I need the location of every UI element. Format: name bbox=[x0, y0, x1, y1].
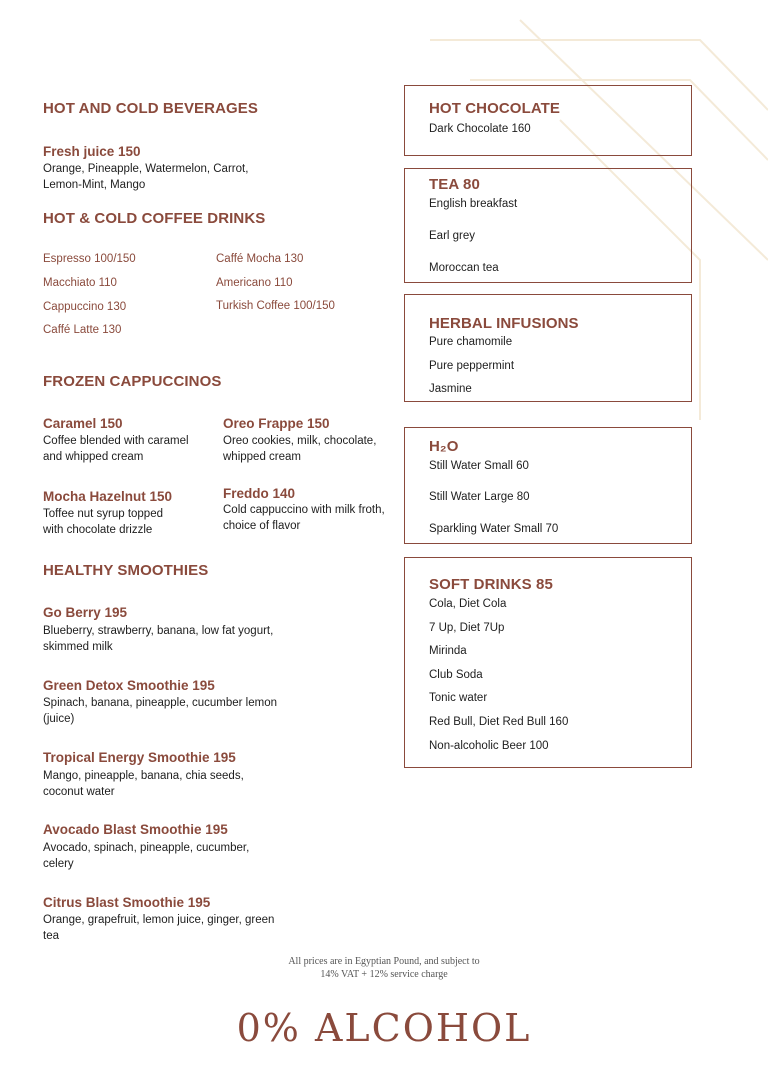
coffee-item: Turkish Coffee 100/150 bbox=[216, 300, 335, 312]
box-item: 7 Up, Diet 7Up bbox=[429, 622, 505, 634]
item-desc: and whipped cream bbox=[43, 451, 144, 463]
item-desc: skimmed milk bbox=[43, 641, 113, 653]
box-item: Earl grey bbox=[429, 230, 476, 242]
item-desc: choice of flavor bbox=[223, 520, 301, 532]
price-note-line1: All prices are in Egyptian Pound, and subject to bbox=[288, 956, 480, 967]
box-title: HOT CHOCOLATE bbox=[429, 100, 561, 117]
item-name-fresh-juice: Fresh juice 150 bbox=[43, 144, 141, 159]
box-title: TEA 80 bbox=[429, 176, 480, 193]
box-hot-chocolate bbox=[404, 85, 692, 156]
item-desc: Mango, pineapple, banana, chia seeds, bbox=[43, 770, 244, 782]
box-item: Pure chamomile bbox=[429, 336, 513, 348]
box-title: HERBAL INFUSIONS bbox=[429, 315, 579, 332]
box-item: Still Water Small 60 bbox=[429, 460, 529, 472]
section-title-coffee-drinks: HOT & COLD COFFEE DRINKS bbox=[43, 210, 266, 227]
box-tea bbox=[404, 168, 692, 283]
price-note-line2: 14% VAT + 12% service charge bbox=[320, 969, 448, 980]
item-name-go-berry: Go Berry 195 bbox=[43, 605, 128, 620]
item-desc: tea bbox=[43, 930, 59, 942]
item-desc: Lemon-Mint, Mango bbox=[43, 179, 146, 191]
box-item: Club Soda bbox=[429, 669, 483, 681]
box-item: Moroccan tea bbox=[429, 262, 499, 274]
item-desc: Orange, Pineapple, Watermelon, Carrot, bbox=[43, 163, 249, 175]
box-item: English breakfast bbox=[429, 198, 518, 210]
item-desc: (juice) bbox=[43, 713, 75, 725]
box-item: Red Bull, Diet Red Bull 160 bbox=[429, 716, 569, 728]
coffee-item: Espresso 100/150 bbox=[43, 253, 136, 265]
item-name-caramel: Caramel 150 bbox=[43, 416, 123, 431]
coffee-item: Caffé Mocha 130 bbox=[216, 253, 304, 265]
coffee-item: Cappuccino 130 bbox=[43, 301, 127, 313]
item-desc: Avocado, spinach, pineapple, cucumber, bbox=[43, 842, 250, 854]
item-name-mocha-hazelnut: Mocha Hazelnut 150 bbox=[43, 489, 173, 504]
item-desc: coconut water bbox=[43, 786, 115, 798]
item-desc: Toffee nut syrup topped bbox=[43, 508, 163, 520]
item-desc: Oreo cookies, milk, chocolate, bbox=[223, 435, 377, 447]
item-desc: celery bbox=[43, 858, 74, 870]
box-title: SOFT DRINKS 85 bbox=[429, 576, 553, 593]
coffee-item: Americano 110 bbox=[216, 277, 293, 289]
brand-logo: 0% ALCOHOL bbox=[236, 1006, 532, 1050]
box-item: Jasmine bbox=[429, 383, 472, 395]
box-item: Non-alcoholic Beer 100 bbox=[429, 740, 549, 752]
item-name-avocado-blast: Avocado Blast Smoothie 195 bbox=[43, 822, 228, 837]
box-item: Still Water Large 80 bbox=[429, 491, 530, 503]
section-title-frozen-cappuccinos: FROZEN CAPPUCCINOS bbox=[43, 373, 222, 390]
item-desc: Cold cappuccino with milk froth, bbox=[223, 504, 385, 516]
box-item: Sparkling Water Small 70 bbox=[429, 523, 559, 535]
box-item: Tonic water bbox=[429, 692, 488, 704]
item-name-green-detox: Green Detox Smoothie 195 bbox=[43, 678, 215, 693]
coffee-item: Macchiato 110 bbox=[43, 277, 117, 289]
item-desc: whipped cream bbox=[223, 451, 301, 463]
box-item: Pure peppermint bbox=[429, 360, 515, 372]
section-title-hot-cold-beverages: HOT AND COLD BEVERAGES bbox=[43, 100, 258, 117]
item-name-tropical-energy: Tropical Energy Smoothie 195 bbox=[43, 750, 236, 765]
item-desc: Blueberry, strawberry, banana, low fat yogurt, bbox=[43, 625, 274, 637]
box-item: Cola, Diet Cola bbox=[429, 598, 507, 610]
item-name-freddo: Freddo 140 bbox=[223, 486, 296, 501]
item-desc: Spinach, banana, pineapple, cucumber lemon bbox=[43, 697, 277, 709]
item-name-citrus-blast: Citrus Blast Smoothie 195 bbox=[43, 895, 211, 910]
item-desc: Coffee blended with caramel bbox=[43, 435, 189, 447]
box-item: Dark Chocolate 160 bbox=[429, 123, 531, 135]
item-desc: with chocolate drizzle bbox=[43, 524, 153, 536]
box-herbal-infusions bbox=[404, 294, 692, 402]
box-water bbox=[404, 427, 692, 544]
section-title-healthy-smoothies: HEALTHY SMOOTHIES bbox=[43, 562, 209, 579]
box-soft-drinks bbox=[404, 557, 692, 768]
box-item: Mirinda bbox=[429, 645, 467, 657]
item-desc: Orange, grapefruit, lemon juice, ginger, green bbox=[43, 914, 275, 926]
item-name-oreo-frappe: Oreo Frappe 150 bbox=[223, 416, 330, 431]
coffee-item: Caffé Latte 130 bbox=[43, 324, 122, 336]
box-title: H₂O bbox=[429, 438, 459, 455]
